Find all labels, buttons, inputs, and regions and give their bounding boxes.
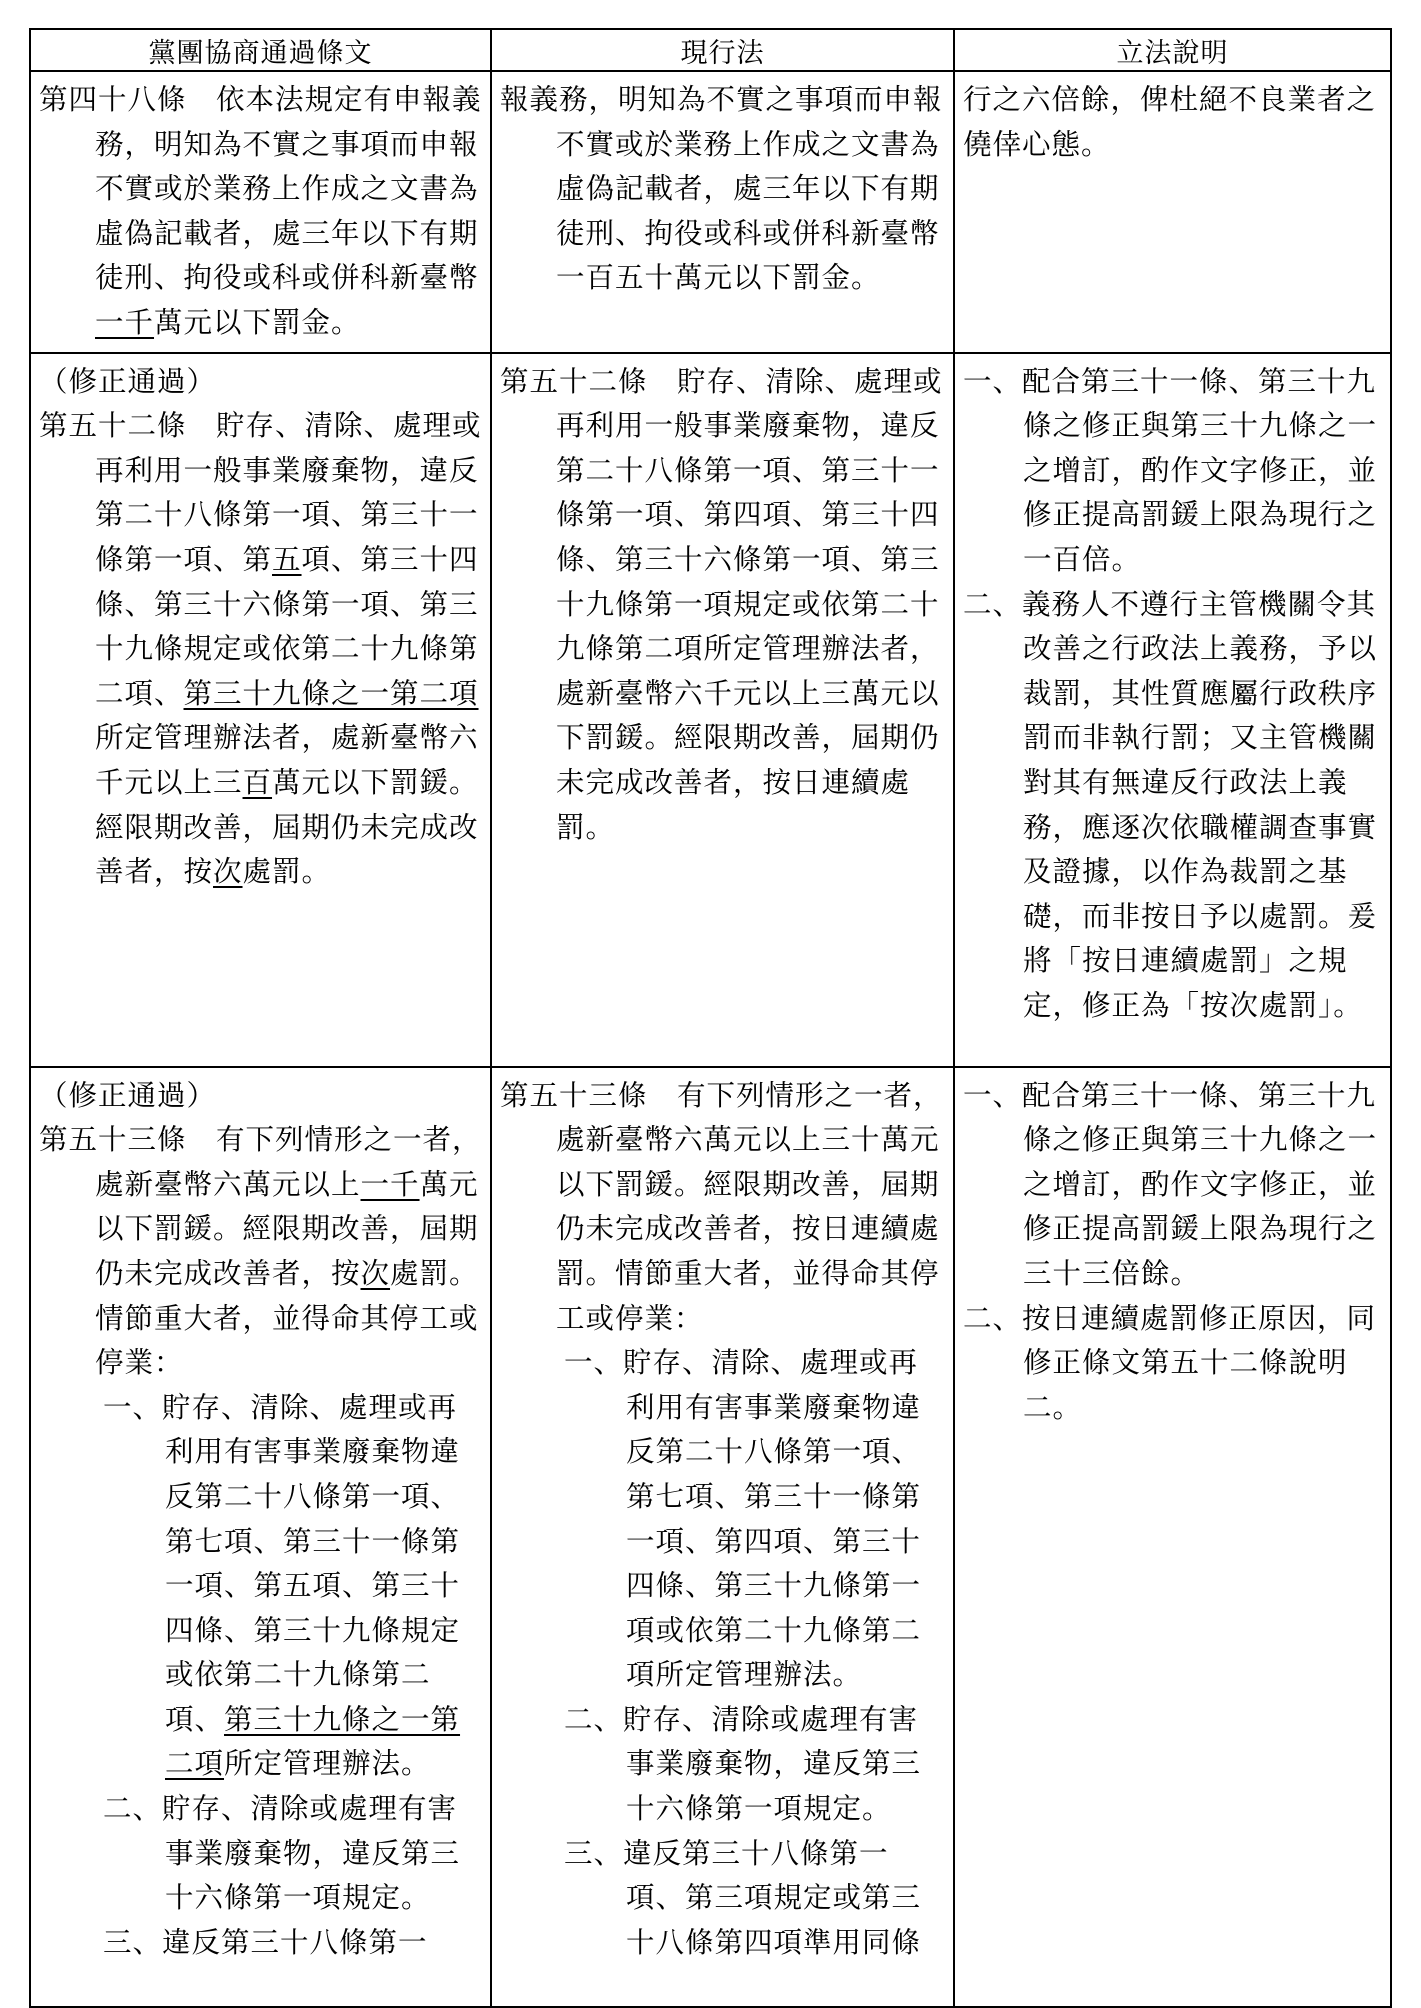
- text-segment: 項、第三十四條、第三十六條第一項、第三十九條規定或依第二十九條第二項、: [95, 542, 479, 710]
- header-row: [30, 29, 1391, 71]
- cell-explanation-art52: [954, 353, 1391, 1067]
- cell-negotiated-art48: [30, 71, 491, 353]
- cell-current-art48: [491, 71, 954, 353]
- amended-text: 次: [213, 855, 243, 889]
- article-53-amended-item: 三、違反第三十八條第一: [103, 1925, 428, 1959]
- text-segment: 萬元以下罰鍰。經限期改善，屆期仍未完成改善者，按: [95, 765, 479, 889]
- text-segment: 萬元以下罰金。: [154, 305, 361, 339]
- article-53-amended-intro: [39, 1118, 482, 1386]
- cell-current-art53: [491, 1067, 954, 2007]
- text-segment: 第五十二條 貯存、清除、處理或再利用一般事業廢棄物，違反第二十八條第一項、第三十一條第一項、第: [39, 409, 482, 576]
- header-current-law: 現行法: [491, 29, 954, 71]
- amended-text: 第三十九條之一第二項: [183, 676, 479, 710]
- article-52-amended: [39, 404, 482, 895]
- amended-text: 次: [360, 1256, 391, 1290]
- cell-current-art52: [491, 353, 954, 1067]
- amended-text: 一千: [360, 1167, 420, 1201]
- text-segment: 萬元以下罰鍰。經限期改善，屆期仍未完成改善者，按: [95, 1167, 479, 1290]
- explanation-art48: 行之六倍餘，俾杜絕不良業者之僥倖心態。: [963, 83, 1377, 161]
- table-row: [30, 353, 1391, 1067]
- article-53-current-item: 三、違反第三十八條第一項、第三項規定或第三十八條第四項準用同條: [564, 1836, 922, 1959]
- text-segment: 違反第三十八條第一: [162, 1925, 428, 1959]
- table-row: [30, 71, 1391, 353]
- text-segment: 所定管理辦法。: [224, 1747, 431, 1781]
- cell-negotiated-art52: [30, 353, 491, 1067]
- amended-text: 五: [272, 542, 302, 576]
- article-48-current: 報義務，明知為不實之事項而申報不實或於業務上作成之文書為虛偽記載者，處三年以下有期徒刑、拘役或科或併科新臺幣一百五十萬元以下罰金。: [500, 83, 943, 295]
- table-row: [30, 1067, 1391, 2007]
- amended-text: 第三十九條之一第二項: [165, 1702, 461, 1781]
- text-segment: 貯存、清除或處理有害事業廢棄物，違反第三十六條第一項規定。: [162, 1792, 461, 1915]
- header-explanation: 立法說明: [954, 29, 1391, 71]
- cell-explanation-art48: [954, 71, 1391, 353]
- article-48-amended: [39, 78, 482, 346]
- amended-text: 一千: [95, 305, 155, 339]
- amended-text: 百: [242, 765, 273, 799]
- cell-explanation-art53: [954, 1067, 1391, 2007]
- article-53-current-item: 一、貯存、清除、處理或再利用有害事業廢棄物違反第二十八條第一項、第七項、第三十一條第一項、第四項、第三十四條、第三十九條第一項或依第二十九條第二項所定管理辦法。: [564, 1346, 922, 1692]
- article-53-amended-item: 二、貯存、清除或處理有害事業廢棄物，違反第三十六條第一項規定。: [103, 1792, 461, 1915]
- text-segment: 第五十三條 有下列情形之一者，處新臺幣六萬元以上: [39, 1123, 482, 1201]
- explanation-item: 一、配合第三十一條、第三十九條之修正與第三十九條之一之增訂，酌作文字修正，並修正提高罰鍰上限為現行之三十三倍餘。: [963, 1078, 1378, 1290]
- article-52-current: 第五十二條 貯存、清除、處理或再利用一般事業廢棄物，違反第二十八條第一項、第三十一條第一項、第四項、第三十四條、第三十六條第一項、第三十九條第一項規定或依第二十九條第二項所定管理辦法者，處新臺幣六千元以上三萬元以下罰鍰。經限期改善，屆期仍未完成改善者，按日連續處罰。: [500, 364, 943, 844]
- status-label: （修正通過）: [39, 1078, 217, 1112]
- cell-negotiated-art53: [30, 1067, 491, 2007]
- article-53-amended-item: 一、貯存、清除、處理或再利用有害事業廢棄物違反第二十八條第一項、第七項、第三十一條第一項、第五項、第三十四條、第三十九條規定或依第二十九條第二項、第三十九條之一第二項所定管理辦法。: [103, 1390, 461, 1781]
- article-53-current-item: 二、貯存、清除或處理有害事業廢棄物，違反第三十六條第一項規定。: [564, 1702, 922, 1826]
- explanation-item: 二、按日連續處罰修正原因，同修正條文第五十二條說明二。: [963, 1301, 1377, 1424]
- comparison-table: [29, 28, 1392, 2008]
- header-negotiated-text: 黨團協商通過條文: [30, 29, 491, 71]
- text-segment: 處罰。: [242, 855, 332, 889]
- text-segment: 處罰。情節重大者，並得命其停工或停業：: [95, 1256, 479, 1380]
- article-53-current-intro: 第五十三條 有下列情形之一者，處新臺幣六萬元以上三十萬元以下罰鍰。經限期改善，屆期仍未完成改善者，按日連續處罰。情節重大者，並得命其停工或停業：: [500, 1078, 943, 1335]
- explanation-item: 二、義務人不遵行主管機關令其改善之行政法上義務，予以裁罰，其性質應屬行政秩序罰而非執行罰；又主管機關對其有無違反行政法上義務，應逐次依職權調查事實及證據，以作為裁罰之基礎，而非按日予以處罰。爰將「按日連續處罰」之規定，修正為「按次處罰」。: [963, 587, 1378, 1022]
- status-label: （修正通過）: [39, 364, 217, 398]
- explanation-item: 一、配合第三十一條、第三十九條之修正與第三十九條之一之增訂，酌作文字修正，並修正提高罰鍰上限為現行之一百倍。: [963, 364, 1378, 576]
- text-segment: 貯存、清除、處理或再利用有害事業廢棄物違反第二十八條第一項、第七項、第三十一條第一項、第五項、第三十四條、第三十九條規定或依第二十九條第二項、: [162, 1390, 461, 1736]
- text-segment: 所定管理辦法者，處新臺幣六千元以上三: [95, 721, 479, 799]
- text-segment: 第四十八條 依本法規定有申報義務，明知為不實之事項而申報不實或於業務上作成之文書為虛偽記載者，處三年以下有期徒刑、拘役或科或併科新臺幣: [39, 83, 482, 295]
